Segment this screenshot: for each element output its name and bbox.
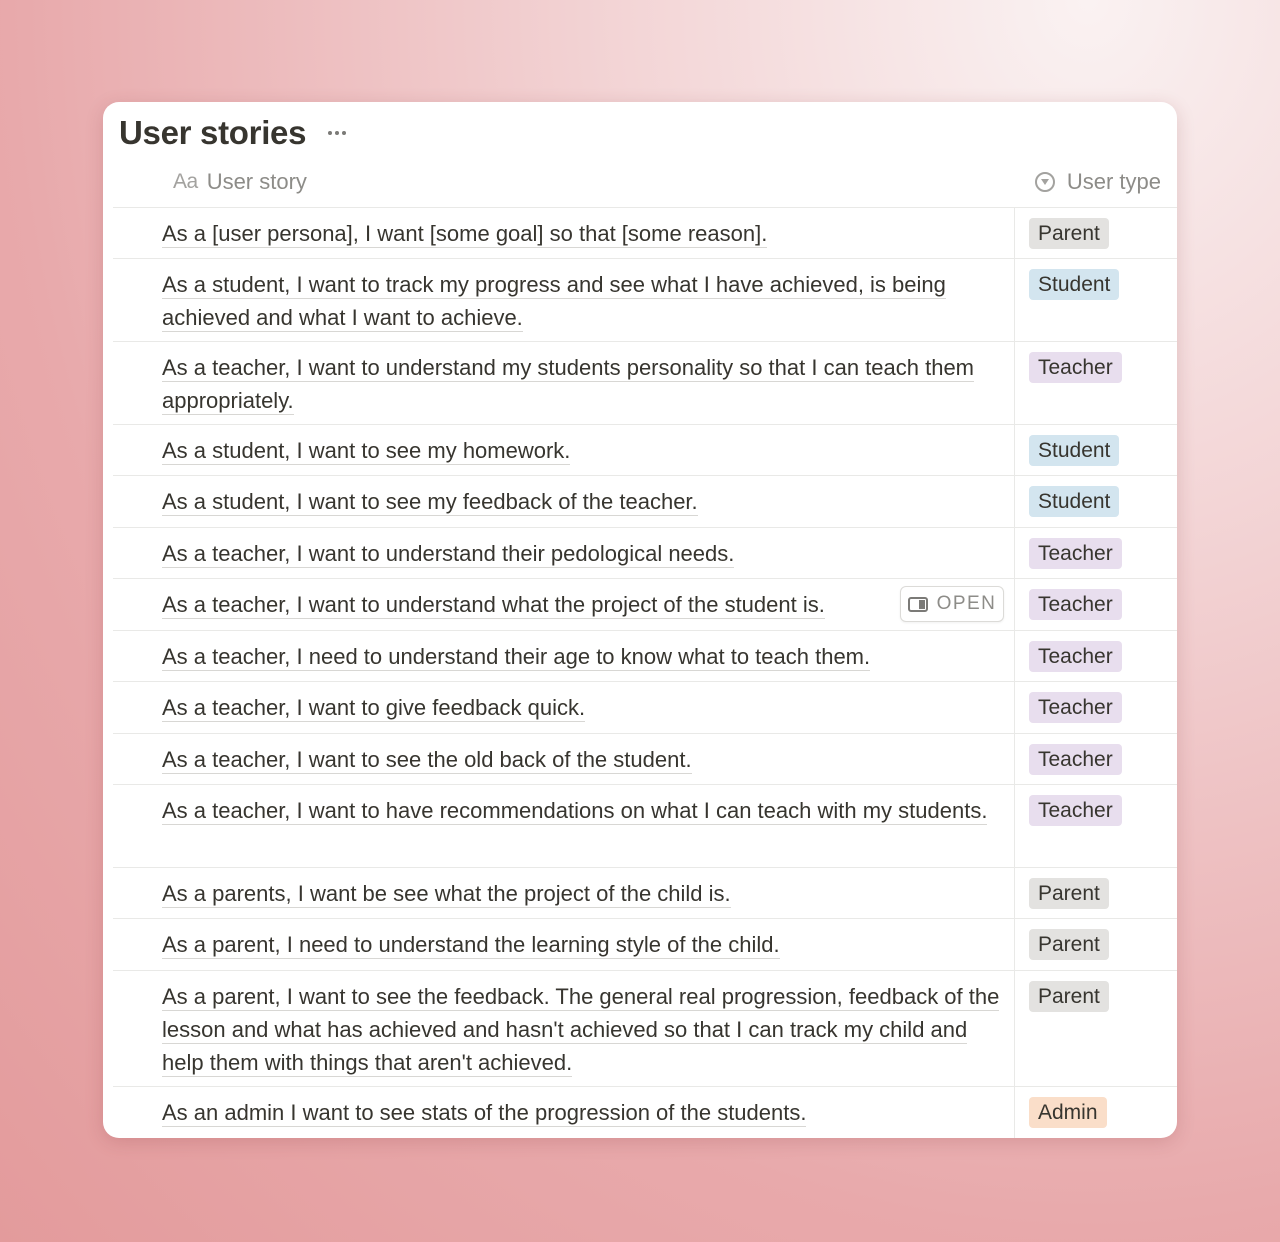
cell-user-type[interactable] — [1029, 218, 1109, 249]
table-row[interactable] — [113, 785, 1177, 868]
cell-user-type[interactable] — [1029, 744, 1122, 775]
text-property-icon: Aa — [173, 169, 198, 193]
user-type-tag[interactable]: Admin — [1029, 1097, 1107, 1128]
user-story-text[interactable] — [162, 794, 1002, 827]
user-story-title[interactable]: As a student, I want to see my homework. — [162, 438, 571, 463]
cell-user-story[interactable] — [113, 579, 1015, 630]
cell-user-story[interactable] — [113, 208, 1015, 258]
user-story-text[interactable] — [162, 434, 1002, 467]
user-type-tag[interactable]: Parent — [1029, 218, 1109, 249]
cell-user-type[interactable] — [1029, 352, 1122, 383]
database-card — [103, 102, 1177, 1138]
table-row[interactable] — [113, 734, 1177, 785]
user-story-text[interactable] — [162, 351, 1002, 417]
cell-user-type[interactable] — [1029, 486, 1119, 517]
cell-user-type[interactable] — [1029, 538, 1122, 569]
user-story-title[interactable]: As a teacher, I want to see the old back of the student. — [162, 747, 692, 772]
user-type-tag[interactable]: Teacher — [1029, 692, 1122, 723]
column-header-label: User story — [206, 168, 307, 194]
cell-user-story[interactable] — [113, 734, 1015, 784]
column-header-label: User type — [1066, 168, 1161, 194]
table-row[interactable] — [113, 579, 1177, 631]
user-story-title[interactable]: As a parent, I want to see the feedback. The general real progression, feedback of the lesson and what has achieved and hasn't achieved so that I can track my child and help them with things that aren't achieved. — [162, 984, 1000, 1075]
table-row[interactable] — [113, 425, 1177, 476]
user-story-title[interactable]: As a teacher, I want to give feedback quick. — [162, 695, 586, 720]
user-story-title[interactable]: As a parent, I need to understand the learning style of the child. — [162, 932, 780, 957]
column-header-user-story[interactable] — [173, 156, 307, 207]
title-row — [119, 110, 350, 156]
table-header — [113, 156, 1177, 208]
user-story-title[interactable]: As a teacher, I want to have recommendations on what I can teach with my students. — [162, 798, 988, 823]
cell-user-type[interactable] — [1029, 641, 1122, 672]
open-button-label: OPEN — [936, 593, 997, 614]
table-row[interactable] — [113, 528, 1177, 579]
user-type-tag[interactable]: Teacher — [1029, 641, 1122, 672]
cell-user-type[interactable] — [1029, 692, 1122, 723]
user-story-title[interactable]: As a teacher, I want to understand my students personality so that I can teach them appropriately. — [162, 355, 975, 413]
cell-user-story[interactable] — [113, 868, 1015, 918]
cell-user-story[interactable] — [113, 919, 1015, 970]
user-story-text[interactable] — [162, 743, 1002, 776]
cell-user-story[interactable] — [113, 1087, 1015, 1138]
cell-user-story[interactable] — [113, 631, 1015, 681]
cell-user-type[interactable] — [1029, 981, 1109, 1012]
user-story-text[interactable] — [162, 537, 1002, 570]
user-type-tag[interactable]: Parent — [1029, 929, 1109, 960]
user-type-tag[interactable]: Student — [1029, 486, 1119, 517]
cell-user-story[interactable] — [113, 425, 1015, 475]
user-story-text[interactable] — [162, 217, 1002, 250]
cell-user-story[interactable] — [113, 342, 1015, 424]
user-story-title[interactable]: As a parents, I want be see what the project of the child is. — [162, 881, 731, 906]
user-type-tag[interactable]: Parent — [1029, 981, 1109, 1012]
cell-user-story[interactable] — [113, 528, 1015, 578]
column-header-user-type[interactable] — [1035, 156, 1161, 207]
table-row[interactable] — [113, 631, 1177, 682]
user-story-title[interactable]: As a student, I want to track my progress and see what I have achieved, is being achieved and what I want to achieve. — [162, 272, 946, 330]
cell-user-type[interactable] — [1029, 878, 1109, 909]
user-story-text[interactable] — [162, 691, 1002, 724]
user-type-tag[interactable]: Teacher — [1029, 744, 1122, 775]
cell-user-story[interactable] — [113, 682, 1015, 733]
open-button[interactable] — [900, 586, 1004, 622]
cell-user-type[interactable] — [1029, 435, 1119, 466]
user-story-title[interactable]: As an admin I want to see stats of the progression of the students. — [162, 1100, 807, 1125]
table-row[interactable] — [113, 259, 1177, 342]
cell-user-type[interactable] — [1029, 795, 1122, 826]
side-panel-icon — [908, 597, 928, 612]
user-type-tag[interactable]: Teacher — [1029, 538, 1122, 569]
user-story-text[interactable] — [162, 1096, 1002, 1129]
user-type-tag[interactable]: Teacher — [1029, 795, 1122, 826]
table-row[interactable] — [113, 682, 1177, 734]
user-story-title[interactable]: As a teacher, I want to understand what the project of the student is. — [162, 592, 825, 617]
user-type-tag[interactable]: Teacher — [1029, 589, 1122, 620]
table-row[interactable] — [113, 342, 1177, 425]
page-title: User stories — [119, 114, 307, 151]
table-row[interactable] — [113, 971, 1177, 1087]
select-icon — [1035, 172, 1055, 192]
user-story-text[interactable] — [162, 485, 1002, 518]
user-type-tag[interactable]: Student — [1029, 269, 1119, 300]
user-story-text[interactable] — [162, 928, 1002, 961]
cell-user-type[interactable] — [1029, 1097, 1107, 1128]
table-row[interactable] — [113, 476, 1177, 528]
user-story-text[interactable] — [162, 640, 1002, 673]
user-type-tag[interactable]: Parent — [1029, 878, 1109, 909]
cell-user-type[interactable] — [1029, 929, 1109, 960]
user-type-tag[interactable]: Teacher — [1029, 352, 1122, 383]
user-type-tag[interactable]: Student — [1029, 435, 1119, 466]
user-story-text[interactable] — [162, 980, 1002, 1079]
user-story-text[interactable] — [162, 268, 1002, 334]
cell-user-type[interactable] — [1029, 269, 1119, 300]
cell-user-story[interactable] — [113, 259, 1015, 341]
table-row[interactable] — [113, 868, 1177, 919]
cell-user-type[interactable] — [1029, 589, 1122, 620]
user-story-title[interactable]: As a teacher, I need to understand their age to know what to teach them. — [162, 644, 871, 669]
cell-user-story[interactable] — [113, 971, 1015, 1086]
user-story-text[interactable] — [162, 877, 1002, 910]
cell-user-story[interactable] — [113, 785, 1015, 867]
user-story-title[interactable]: As a teacher, I want to understand their pedological needs. — [162, 541, 735, 566]
table-row[interactable] — [113, 208, 1177, 259]
table-row[interactable] — [113, 1087, 1177, 1138]
ellipsis-icon[interactable] — [324, 121, 350, 145]
table-body — [113, 208, 1177, 1138]
cell-user-story[interactable] — [113, 476, 1015, 527]
user-story-title[interactable]: As a [user persona], I want [some goal] so that [some reason]. — [162, 221, 768, 246]
user-story-text[interactable] — [162, 588, 1002, 621]
user-story-title[interactable]: As a student, I want to see my feedback of the teacher. — [162, 489, 698, 514]
table-row[interactable] — [113, 919, 1177, 971]
